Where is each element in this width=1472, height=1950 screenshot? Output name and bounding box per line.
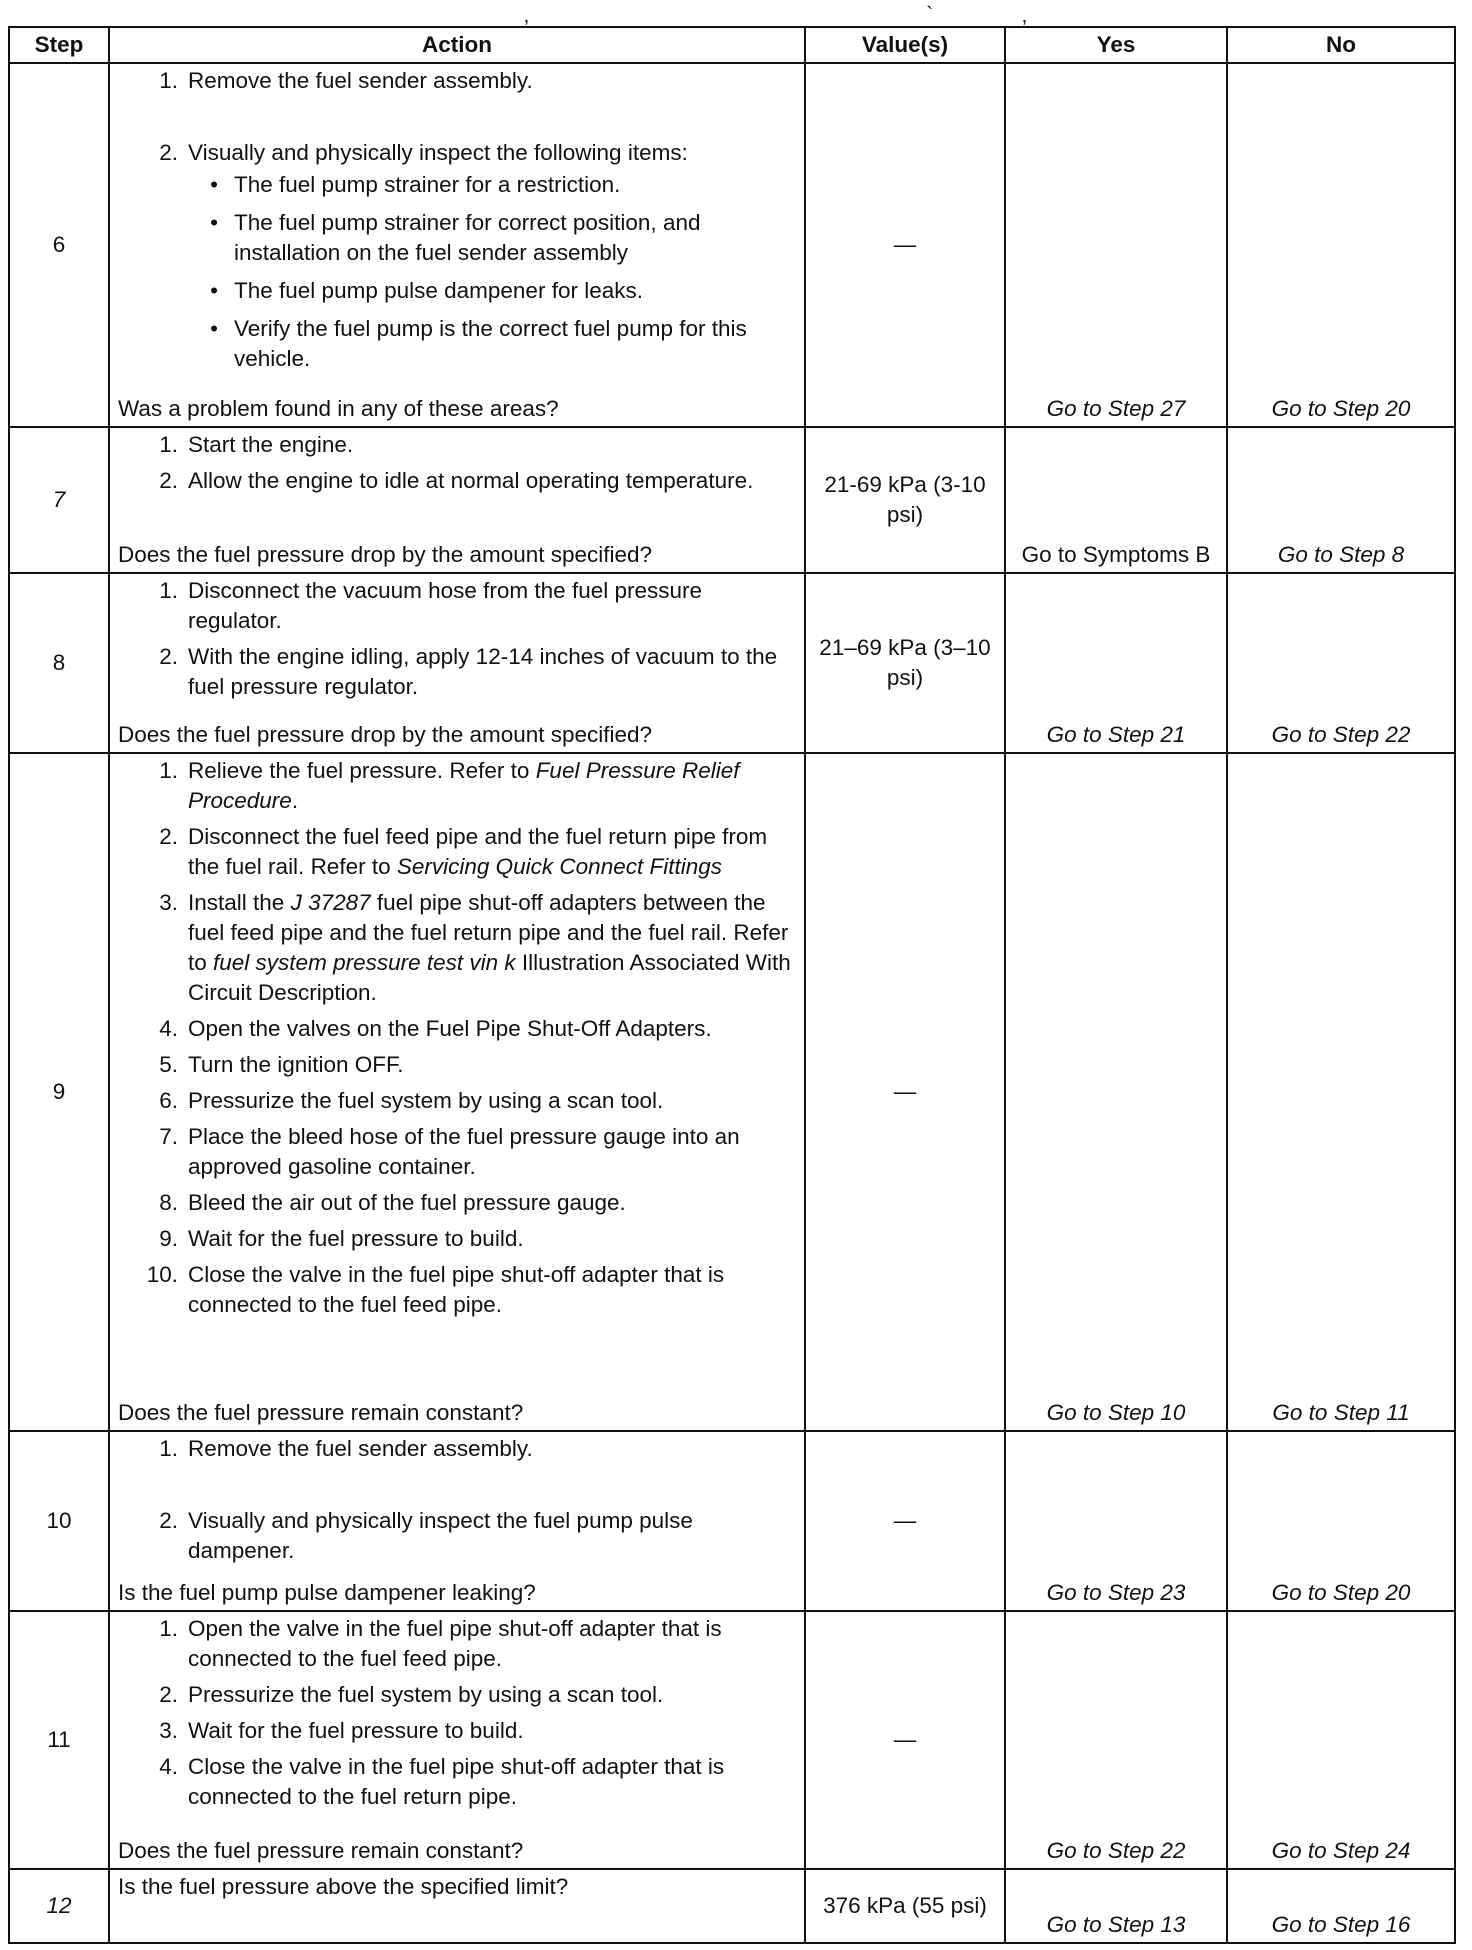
list-item: 1. Disconnect the vacuum hose from the fuel pressure regulator. bbox=[159, 578, 703, 633]
list-item: • The fuel pump strainer for correct position, and installation on the fuel sender assembly bbox=[210, 210, 701, 265]
list-item: 2. With the engine idling, apply 12-14 inches of vacuum to the fuel pressure regulator. bbox=[159, 644, 778, 699]
diagnostic-table bbox=[8, 26, 1456, 1944]
header-values: Value(s) bbox=[805, 27, 1005, 63]
no-result: Go to Step 20 bbox=[1227, 1431, 1455, 1611]
no-result: Go to Step 11 bbox=[1227, 753, 1455, 1431]
list-item: • The fuel pump strainer for a restriction. bbox=[210, 172, 621, 197]
list-item: 10. Close the valve in the fuel pipe shut-off adapter that is connected to the fuel feed pipe. bbox=[146, 1262, 725, 1317]
list-item: • Verify the fuel pump is the correct fuel pump for this vehicle. bbox=[210, 316, 747, 371]
header-action: Action bbox=[109, 27, 805, 63]
table-row bbox=[9, 63, 1455, 427]
step-number: 7 bbox=[9, 427, 109, 573]
action-list bbox=[118, 430, 796, 502]
action-cell bbox=[109, 427, 805, 573]
list-item: 1. Remove the fuel sender assembly. bbox=[159, 1436, 533, 1461]
list-item: 1. Remove the fuel sender assembly. bbox=[159, 68, 533, 93]
list-item: 8. Bleed the air out of the fuel pressure gauge. bbox=[159, 1190, 626, 1215]
question-text: Is the fuel pressure above the specified limit? bbox=[118, 1874, 569, 1899]
value-cell: — bbox=[805, 753, 1005, 1431]
value-cell: 21–69 kPa (3–10 psi) bbox=[805, 573, 1005, 753]
scan-mark: ‚ bbox=[524, 2, 529, 27]
scan-mark: ‚ bbox=[1022, 2, 1027, 27]
yes-result: Go to Symptoms B bbox=[1005, 427, 1227, 573]
list-item: 2. Visually and physically inspect the following items: bbox=[159, 140, 688, 165]
action-list bbox=[118, 1434, 796, 1572]
action-cell bbox=[109, 1431, 805, 1611]
step-number: 11 bbox=[9, 1611, 109, 1869]
yes-result: Go to Step 23 bbox=[1005, 1431, 1227, 1611]
no-result: Go to Step 16 bbox=[1227, 1869, 1455, 1943]
yes-result: Go to Step 13 bbox=[1005, 1869, 1227, 1943]
action-cell bbox=[109, 573, 805, 753]
action-cell bbox=[109, 63, 805, 427]
list-item: 4. Open the valves on the Fuel Pipe Shut-Off Adapters. bbox=[159, 1016, 712, 1041]
action-cell bbox=[109, 1869, 805, 1943]
header-row bbox=[9, 27, 1455, 63]
table-row bbox=[9, 753, 1455, 1431]
step-number: 8 bbox=[9, 573, 109, 753]
list-item: 5. Turn the ignition OFF. bbox=[159, 1052, 404, 1077]
list-item: 9. Wait for the fuel pressure to build. bbox=[159, 1226, 524, 1251]
list-item: 2. Allow the engine to idle at normal operating temperature. bbox=[159, 468, 754, 493]
question-text: Is the fuel pump pulse dampener leaking? bbox=[118, 1580, 536, 1605]
action-list bbox=[118, 1614, 796, 1818]
question-text: Does the fuel pressure remain constant? bbox=[118, 1838, 524, 1863]
action-cell bbox=[109, 753, 805, 1431]
no-result: Go to Step 22 bbox=[1227, 573, 1455, 753]
step-number: 6 bbox=[9, 63, 109, 427]
question-text: Does the fuel pressure remain constant? bbox=[118, 1400, 524, 1425]
step-number: 10 bbox=[9, 1431, 109, 1611]
yes-result: Go to Step 10 bbox=[1005, 753, 1227, 1431]
step-number: 12 bbox=[9, 1869, 109, 1943]
list-item: 7. Place the bleed hose of the fuel pressure gauge into an approved gasoline container. bbox=[159, 1124, 740, 1179]
value-cell: — bbox=[805, 63, 1005, 427]
list-item: 2. Disconnect the fuel feed pipe and the fuel return pipe from the fuel rail. Refer to Servicing Quick Connect Fittings bbox=[159, 824, 768, 879]
list-item: 1. Start the engine. bbox=[159, 432, 354, 457]
no-result: Go to Step 20 bbox=[1227, 63, 1455, 427]
value-cell: 376 kPa (55 psi) bbox=[805, 1869, 1005, 1943]
action-list bbox=[118, 576, 796, 708]
header-step: Step bbox=[9, 27, 109, 63]
no-result: Go to Step 8 bbox=[1227, 427, 1455, 573]
question-text: Does the fuel pressure drop by the amount specified? bbox=[118, 722, 653, 747]
list-item: 3. Wait for the fuel pressure to build. bbox=[159, 1718, 524, 1743]
table-row bbox=[9, 1611, 1455, 1869]
yes-result: Go to Step 27 bbox=[1005, 63, 1227, 427]
header-yes: Yes bbox=[1005, 27, 1227, 63]
action-cell bbox=[109, 1611, 805, 1869]
list-item: 1. Open the valve in the fuel pipe shut-off adapter that is connected to the fuel feed pipe. bbox=[159, 1616, 722, 1671]
bullet-list bbox=[118, 170, 796, 382]
list-item: 3. Install the J 37287 fuel pipe shut-off adapters between the fuel feed pipe and the fuel return pipe and the fuel rail. Refer to fuel system pressure test vin k Illustration Associated With Circuit Description. bbox=[159, 890, 791, 1005]
question-text: Does the fuel pressure drop by the amount specified? bbox=[118, 542, 653, 567]
action-list bbox=[118, 66, 796, 174]
value-cell: — bbox=[805, 1611, 1005, 1869]
header-no: No bbox=[1227, 27, 1455, 63]
list-item: 1. Relieve the fuel pressure. Refer to Fuel Pressure Relief Procedure. bbox=[159, 758, 740, 813]
yes-result: Go to Step 22 bbox=[1005, 1611, 1227, 1869]
yes-result: Go to Step 21 bbox=[1005, 573, 1227, 753]
no-result: Go to Step 24 bbox=[1227, 1611, 1455, 1869]
list-item: • The fuel pump pulse dampener for leaks. bbox=[210, 278, 643, 303]
table-row bbox=[9, 427, 1455, 573]
list-item: 2. Visually and physically inspect the fuel pump pulse dampener. bbox=[159, 1508, 693, 1563]
list-item: 6. Pressurize the fuel system by using a scan tool. bbox=[159, 1088, 664, 1113]
list-item: 2. Pressurize the fuel system by using a scan tool. bbox=[159, 1682, 664, 1707]
table-row bbox=[9, 1431, 1455, 1611]
table-row bbox=[9, 573, 1455, 753]
step-number: 9 bbox=[9, 753, 109, 1431]
value-cell: 21-69 kPa (3-10 psi) bbox=[805, 427, 1005, 573]
action-list bbox=[118, 756, 796, 1326]
question-text: Was a problem found in any of these areas? bbox=[118, 396, 559, 421]
table-row bbox=[9, 1869, 1455, 1943]
value-cell: — bbox=[805, 1431, 1005, 1611]
list-item: 4. Close the valve in the fuel pipe shut-off adapter that is connected to the fuel return pipe. bbox=[159, 1754, 725, 1809]
scan-mark: ` bbox=[926, 2, 934, 27]
